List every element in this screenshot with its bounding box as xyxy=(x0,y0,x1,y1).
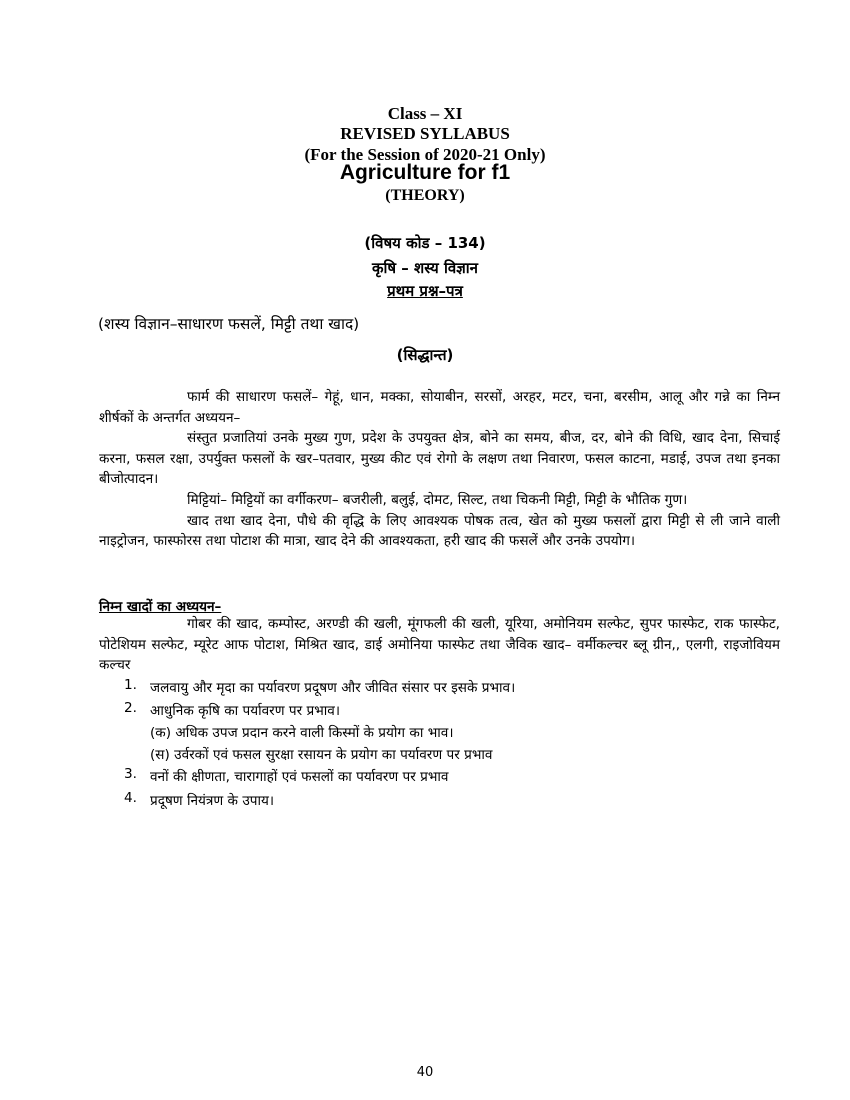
theory-heading-en: (THEORY) xyxy=(385,187,465,204)
revised-syllabus-heading: REVISED SYLLABUS xyxy=(340,124,510,143)
topic-line: (शस्य विज्ञान–साधारण फसलें, मिट्टी तथा खाद) xyxy=(98,315,360,333)
list-item: वनों की क्षीणता, चारागाहों एवं फसलों का पर्यावरण पर प्रभाव xyxy=(150,769,449,785)
list-item: जलवायु और मृदा का पर्यावरण प्रदूषण और जीवित संसार पर इसके प्रभाव। xyxy=(150,680,516,696)
session-heading: (For the Session of 2020-21 Only) xyxy=(304,145,546,164)
list-number: 1. xyxy=(124,677,137,693)
subject-name-hindi: कृषि – शस्य विज्ञान xyxy=(371,259,479,277)
list-number: 3. xyxy=(124,766,137,782)
subject-title: Agriculture for f1 xyxy=(339,161,511,184)
paragraph-varieties: संस्तुत प्रजातियां उनके मुख्य गुण, प्रदेश के उपयुक्त क्षेत्र, बोने का समय, बीज, दर, बोने की विधि, खाद देना, सिचाई करना, फसल रक्षा, उपर्युक्त फसलों के खर–पतवार, मुख्य कीट एवं रोगो के लक्षण तथा निवारण, फसल काटना, मडाई, उपज तथा इनका बीजोत्पादन। xyxy=(99,430,780,488)
list-number: 2. xyxy=(124,700,137,716)
paragraph-crops: फार्म की साधारण फसलें– गेहूं, धान, मक्का, सोयाबीन, सरसों, अरहर, मटर, चना, बरसीम, आलू और गन्ने का निम्न शीर्षकों के अन्तर्गत अध्ययन– xyxy=(99,389,780,426)
manure-paragraph-block xyxy=(99,614,780,676)
paper-title-text: प्रथम प्रश्न–पत्र xyxy=(387,282,463,300)
manure-study-heading: निम्न खादों का अध्ययन– xyxy=(99,599,222,615)
manure-paragraph: गोबर की खाद, कम्पोस्ट, अरण्डी की खली, मूंगफली की खली, यूरिया, अमोनियम सल्फेट, सुपर फास्फेट, राक फास्फेट, पोटेशियम सल्फेट, म्यूरेट आफ पोटाश, मिश्रित खाद, डाई अमोनिया फास्फेट तथा जैविक खाद– वर्मीकल्चर ब्लू ग्रीन,, एलगी, राइजोवियम कल्चर xyxy=(99,616,780,674)
page-number: 40 xyxy=(416,1065,434,1080)
paper-title xyxy=(0,281,850,301)
list-item: प्रदूषण नियंत्रण के उपाय। xyxy=(150,793,275,809)
paragraph-soils: मिट्टियां– मिट्टियों का वर्गीकरण– बजरीली, बलुई, दोमट, सिल्ट, तथा चिकनी मिट्टी, मिट्टी के भौतिक गुण। xyxy=(187,491,688,508)
content-paragraphs xyxy=(99,387,780,552)
subject-code: (विषय कोड – 134) xyxy=(364,234,486,252)
theory-heading-hindi: (सिद्धान्त) xyxy=(396,346,454,364)
sub-list-item: (स) उर्वरकों एवं फसल सुरक्षा रसायन के प्रयोग का पर्यावरण पर प्रभाव xyxy=(150,747,493,763)
list-number: 4. xyxy=(124,790,137,806)
sub-list-item: (क) अधिक उपज प्रदान करने वाली किस्मों के प्रयोग का भाव। xyxy=(150,725,454,741)
list-item: आधुनिक कृषि का पर्यावरण पर प्रभाव। xyxy=(150,703,341,719)
class-heading: Class – XI xyxy=(387,104,463,123)
paragraph-manures: खाद तथा खाद देना, पौधे की वृद्धि के लिए आवश्यक पोषक तत्व, खेत को मुख्य फसलों द्वारा मिट्टी से ली जाने वाली नाइट्रोजन, फास्फोरस तथा पोटाश की मात्रा, खाद देने की आवश्यकता, हरी खाद की फसलें और उनके उपयोग। xyxy=(99,512,780,550)
